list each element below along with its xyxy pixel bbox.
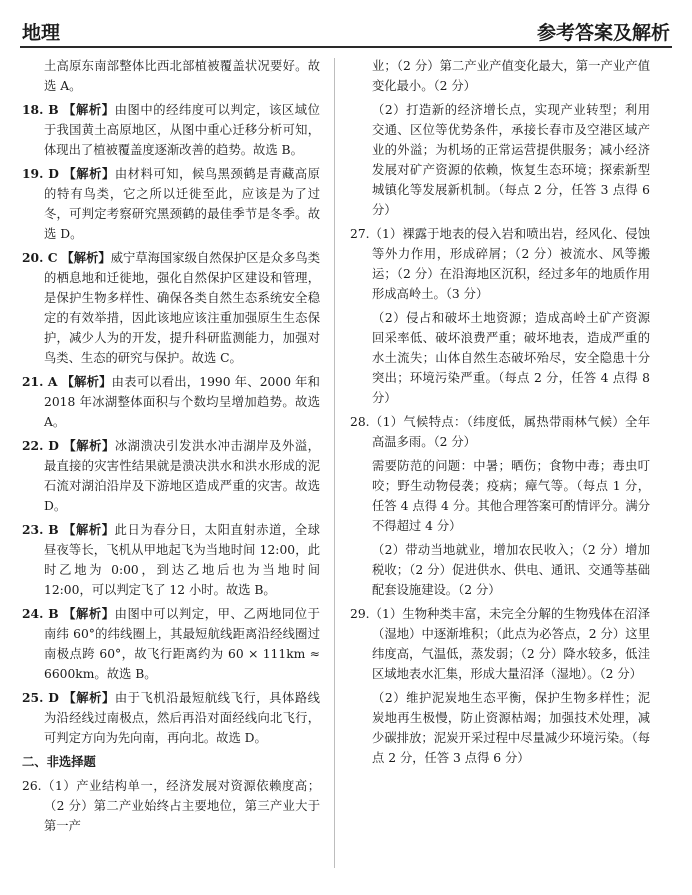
analysis-tag: 【解析】: [61, 250, 111, 265]
answer-item: [22, 520, 320, 600]
continued-text: 业；（2 分）第二产业产值变化最大，第一产业产值变化最小。（2 分）: [372, 59, 650, 93]
answer-number: 22. D: [22, 438, 59, 453]
answer-29-1: 29.（1）生物种类丰富，未完全分解的生物残体在沼泽（湿地）中逐渐堆积；（此点为必答点，2 分）这里纬度高，气温低，蒸发弱；（2 分）降水较多，低洼区域地表水汇集，形成大量沼泽（湿地）。（2 分）: [350, 607, 650, 681]
analysis-tag: 【解析】: [63, 438, 115, 453]
answer-number: 24. B: [22, 606, 59, 621]
answer-number: 25. D: [22, 690, 59, 705]
continued-text: 土高原东南部整体比西北部植被覆盖状况要好。故选 A。: [44, 59, 320, 93]
answer-28-1: 28.（1）气候特点：（纬度低，属热带雨林气候）全年高温多雨。（2 分）: [350, 415, 650, 449]
answer-item: [22, 436, 320, 516]
page-header: [20, 12, 672, 48]
answer-item: [22, 604, 320, 684]
right-column: [350, 56, 650, 772]
answer-item-26: 26.（1）产业结构单一，经济发展对资源依赖度高；（2 分）第二产业始终占主要地位，第三产业大于第一产: [22, 779, 320, 833]
analysis-tag: 【解析】: [63, 606, 115, 621]
subject-label: 地理: [22, 22, 61, 44]
answer-29-2: （2）维护泥炭地生态平衡，保护生物多样性；泥炭地再生极慢，防止资源枯竭；加强技术处理，减少碳排放；泥炭开采过程中尽量减少环境污染。（每点 2 分，任答 3 点得 6 分）: [372, 691, 650, 765]
answer-number: 18. B: [22, 102, 59, 117]
answer-text: 由图中可以判定，甲、乙两地同位于南纬 60°的纬线圈上，其最短航线距离沿经线圈过南极点跨 60°，故飞行距离约为 60 × 111km ≈ 6600km。故选 B。: [44, 607, 320, 681]
analysis-tag: 【解析】: [63, 522, 115, 537]
answer-27-2: （2）侵占和破坏土地资源；造成高岭土矿产资源回采率低、破坏浪费严重；破坏地表，造成严重的水土流失；山体自然生态破坏殆尽，安全隐患十分突出；环境污染严重。（每点 2 分，任答 4 点得 8 分）: [372, 311, 650, 405]
analysis-tag: 【解析】: [63, 102, 115, 117]
column-divider: [334, 58, 335, 868]
analysis-tag: 【解析】: [63, 690, 115, 705]
answer-28-1b: 需要防范的问题：中暑；晒伤；食物中毒；毒虫叮咬；野生动物侵袭；疫病；瘴气等。（每点 1 分，任答 4 点得 4 分。其他合理答案可酌情评分。满分不得超过 4 分）: [372, 459, 650, 533]
answer-27-1: 27.（1）裸露于地表的侵入岩和喷出岩，经风化、侵蚀等外力作用，形成碎屑；（2 分）被流水、风等搬运；（2 分）在沿海地区沉积，经过多年的地质作用形成高岭土。（3 分）: [350, 227, 650, 301]
answer-item: [22, 372, 320, 432]
answer-number: 21. A: [22, 374, 58, 389]
answer-text: 冰湖溃决引发洪水冲击湖岸及外溢，最直接的灾害性结果就是溃决洪水和洪水形成的泥石流对湖泊沿岸及下游地区造成严重的灾害。故选 D。: [44, 439, 320, 513]
answer-item: [22, 100, 320, 160]
answer-item: [22, 164, 320, 244]
analysis-tag: 【解析】: [61, 374, 112, 389]
answer-text: 此日为春分日，太阳直射赤道，全球昼夜等长，飞机从甲地起飞为当地时间 12:00，此时乙地为 0:00，到达乙地后也为当地时间 12:00，可以判定飞了 12 小时。故选 B。: [44, 523, 320, 597]
answer-26-2: （2）打造新的经济增长点，实现产业转型；利用交通、区位等优势条件，承接长春市及空港区域产业的外溢；为机场的正常运营提供服务；减小经济发展对矿产资源的依赖，恢复生态环境；探索新型城镇化等发展新机制。（每点 2 分，任答 3 点得 6 分）: [372, 103, 650, 217]
left-column: [22, 56, 320, 840]
answer-text: 由表可以看出，1990 年、2000 年和 2018 年冰湖整体面积与个数均呈增加趋势。故选 A。: [44, 375, 320, 429]
answer-text: 威宁草海国家级自然保护区是众多鸟类的栖息地和迁徙地，强化自然保护区建设和管理，是保护生物多样性、确保各类自然生态系统安全稳定的有效举措，因此该地应该注重加强原生生态保护，减少人为的开发，提升科研监测能力，加强对鸟类、生态的研究与保护。故选 C。: [44, 251, 320, 365]
answer-item: [22, 248, 320, 368]
section-title: 二、非选择题: [22, 754, 96, 769]
answer-number: 23. B: [22, 522, 59, 537]
answer-28-2: （2）带动当地就业，增加农民收入；（2 分）增加税收；（2 分）促进供水、供电、通讯、交通等基础配套设施建设。（2 分）: [372, 543, 650, 597]
answer-text: 由于飞机沿最短航线飞行，具体路线为沿经线过南极点，然后再沿对面经线向北飞行，可判定方向为先向南，再向北。故选 D。: [44, 691, 320, 745]
answer-item: [22, 688, 320, 748]
answer-number: 20. C: [22, 250, 58, 265]
analysis-tag: 【解析】: [63, 166, 115, 181]
header-title: 参考答案及解析: [536, 22, 670, 44]
answer-number: 19. D: [22, 166, 59, 181]
answer-text: 由图中的经纬度可以判定，该区域位于我国黄土高原地区，从图中重心迁移分析可知，体现出了植被覆盖度逐渐改善的趋势。故选 B。: [44, 103, 320, 157]
answer-text: 由材料可知，候鸟黑颈鹤是青藏高原的特有鸟类，它之所以迁徙至此，应该是为了过冬，可判定考察研究黑颈鹤的最佳季节是冬季。故选 D。: [44, 167, 320, 241]
